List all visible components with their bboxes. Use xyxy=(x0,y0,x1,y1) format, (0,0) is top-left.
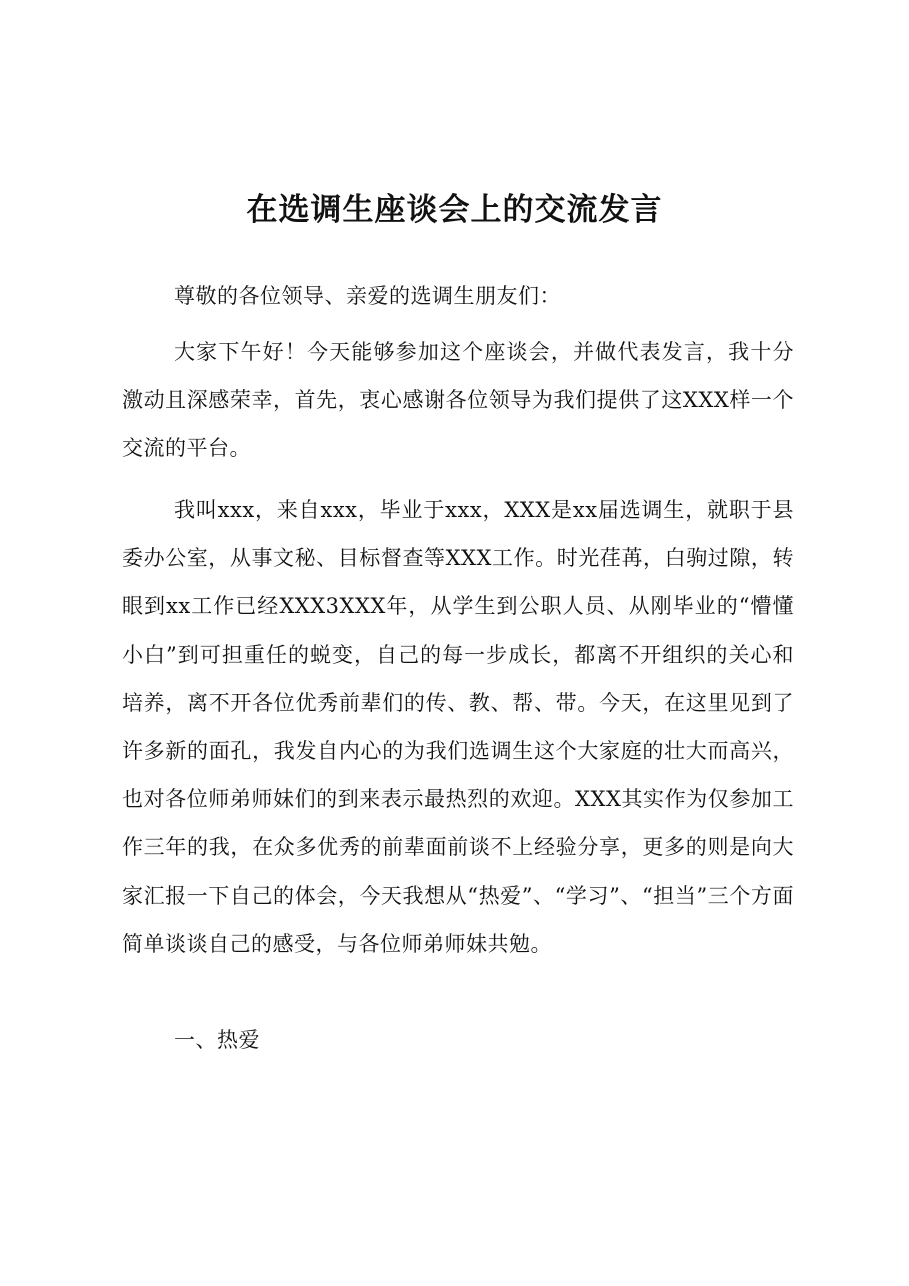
section-heading: 一、热爱 xyxy=(174,1028,260,1052)
greeting-paragraph: 大家下午好！今天能够参加这个座谈会，并做代表发言，我十分激动且深感荣幸，首先，衷心感谢各位领导为我们提供了这XXX样一个交流的平台。 xyxy=(122,340,794,461)
salutation-paragraph: 尊敬的各位领导、亲爱的选调生朋友们： xyxy=(174,284,561,308)
self-introduction-paragraph: 我叫xxx，来自xxx，毕业于xxx，XXX是xx届选调生，就职于县委办公室，从事文秘、目标督查等XXX工作。时光荏苒，白驹过隙，转眼到xx工作已经XXX3XXX年，从学生到公职人员、从刚毕业的“懵懂小白”到可担重任的蜕变，自己的每一步成长，都离不开组织的关心和培养，离不开各位优秀前辈们的传、教、帮、带。今天，在这里见到了许多新的面孔，我发自内心的为我们选调生这个大家庭的壮大而高兴，也对各位师弟师妹们的到来表示最热烈的欢迎。XXX其实作为仅参加工作三年的我，在众多优秀的前辈面前谈不上经验分享，更多的则是向大家汇报一下自己的体会，今天我想从“热爱”、“学习”、“担当”三个方面简单谈谈自己的感受，与各位师弟师妹共勉。 xyxy=(122,498,794,956)
document-title: 在选调生座谈会上的交流发言 xyxy=(246,192,663,228)
